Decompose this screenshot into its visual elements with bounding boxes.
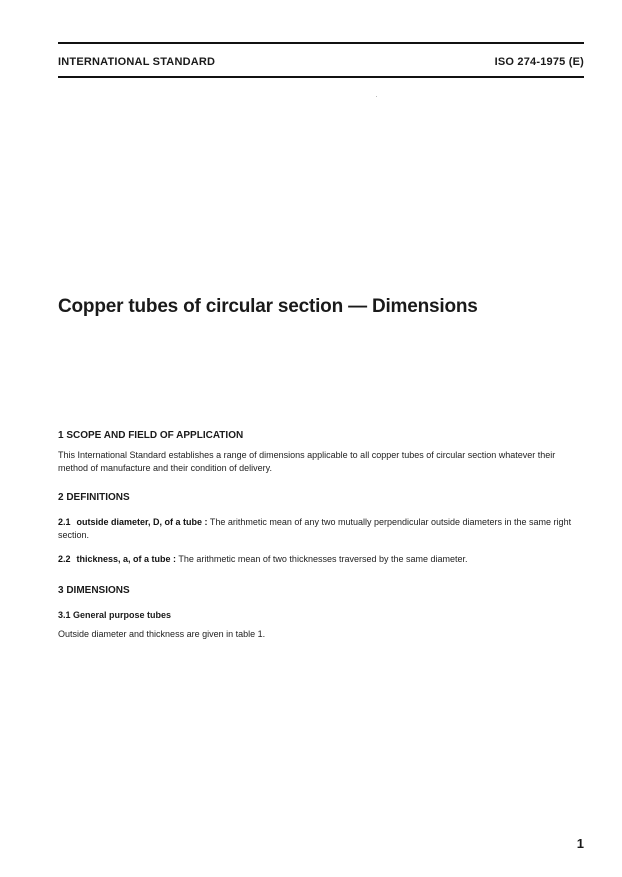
scan-speck — [376, 96, 377, 97]
section-2-heading: 2 DEFINITIONS — [58, 492, 130, 503]
definition-2-2-term: thickness, a, of a tube : — [76, 554, 177, 564]
header-top-rule — [58, 42, 584, 44]
section-1-heading: 1 SCOPE AND FIELD OF APPLICATION — [58, 430, 244, 441]
definition-2-2 — [58, 553, 584, 566]
document-type-label: INTERNATIONAL STANDARD — [58, 56, 216, 68]
subsection-3-1-heading: 3.1 General purpose tubes — [58, 610, 172, 620]
document-title: Copper tubes of circular section — Dimensions — [58, 296, 478, 317]
definition-2-1-term: outside diameter, D, of a tube : — [76, 517, 208, 527]
definition-2-2-text: The arithmetic mean of two thicknesses traversed by the same diameter. — [178, 554, 468, 564]
page-number: 1 — [576, 836, 584, 851]
definition-2-1-text: The arithmetic mean of any two mutually perpendicular outside diameters in the same right section. — [58, 517, 572, 540]
definition-2-1-number: 2.1 — [58, 517, 71, 527]
section-1-text: This International Standard establishes a range of dimensions applicable to all copper tubes of circular section whatever their method of manufacture and their condition of delivery. — [58, 450, 556, 473]
section-3-heading: 3 DIMENSIONS — [58, 585, 130, 596]
standard-number-label: ISO 274-1975 (E) — [494, 56, 584, 68]
definition-2-2-number: 2.2 — [58, 554, 71, 564]
definition-2-1 — [58, 516, 584, 542]
header-bottom-rule — [58, 76, 584, 78]
subsection-3-1-text: Outside diameter and thickness are given in table 1. — [58, 629, 266, 639]
